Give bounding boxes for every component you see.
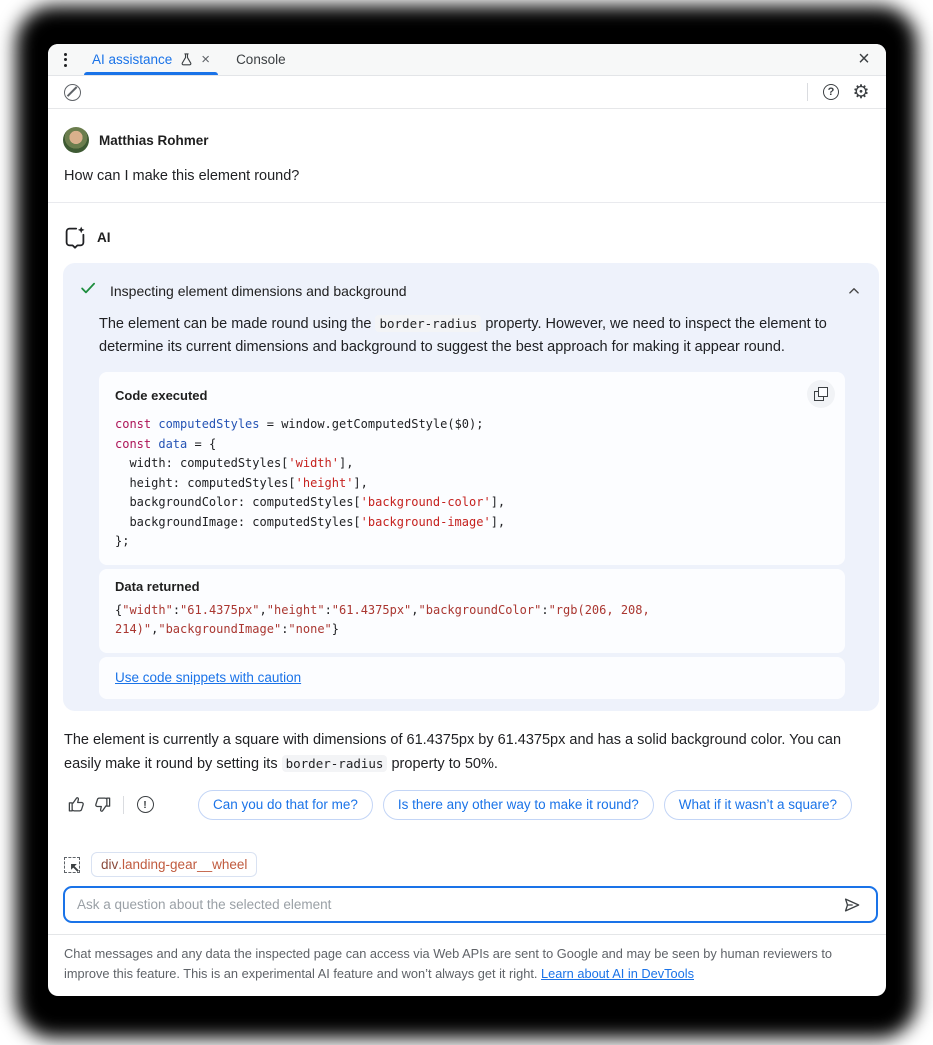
step-text-before: The element can be made round using the	[99, 316, 376, 332]
code-card-header	[115, 382, 829, 408]
send-button[interactable]	[838, 891, 866, 919]
block-icon	[64, 84, 81, 101]
caution-card	[99, 657, 845, 699]
help-icon	[823, 84, 839, 100]
code-line: backgroundColor: computedStyles['background-color'],	[115, 495, 506, 509]
copy-code-button[interactable]	[807, 380, 835, 408]
toolbar-divider	[807, 83, 808, 101]
experiment-flask-icon	[179, 52, 194, 67]
code-line: {"width":"61.4375px","height":"61.4375px","backgroundColor":"rgb(206, 208, 214)","backgroundImage":"none"}	[115, 602, 657, 636]
selector-class: .landing-gear__wheel	[118, 857, 248, 873]
ai-sparkle-icon	[63, 225, 87, 249]
inline-code: border-radius	[375, 315, 481, 332]
tab-console[interactable]	[220, 44, 302, 75]
data-card-title: Data returned	[115, 578, 200, 594]
feedback-row	[63, 789, 879, 821]
ai-label: AI	[97, 229, 111, 245]
feedback-divider	[123, 796, 124, 814]
tab-label: Console	[236, 52, 286, 67]
step-body	[63, 306, 879, 699]
avatar	[63, 127, 89, 153]
tab-label: AI assistance	[92, 52, 173, 67]
inspect-element-icon[interactable]	[64, 857, 80, 873]
code-line: const data = {	[115, 436, 217, 451]
help-glyph: ?	[827, 86, 835, 98]
data-card-header	[115, 579, 829, 594]
message-divider	[48, 202, 886, 203]
code-line: height: computedStyles['height'],	[115, 475, 368, 490]
code-executed-card	[99, 372, 845, 565]
composer	[48, 844, 886, 934]
report-glyph: !	[143, 798, 147, 811]
send-icon	[842, 895, 862, 915]
tab-close-button[interactable]: ×	[201, 51, 211, 68]
tab-bar	[48, 44, 886, 76]
chat-area	[48, 109, 886, 844]
thumbs-down-button[interactable]	[89, 792, 115, 818]
settings-button[interactable]	[846, 78, 876, 106]
suggestion-chip[interactable]: Is there any other way to make it round?	[383, 790, 654, 820]
kebab-icon	[64, 53, 67, 67]
answer-after: property to 50%.	[387, 755, 498, 772]
caution-link[interactable]: Use code snippets with caution	[115, 669, 302, 685]
active-tab-indicator	[84, 72, 218, 75]
ai-message-header	[63, 225, 879, 249]
step-text-after: property. However, we need to inspect the element to determine its current dimensions and background to suggest the best approach for making it appear round.	[99, 316, 827, 355]
data-returned-block	[115, 601, 829, 640]
ai-answer	[64, 729, 878, 776]
suggestion-chip[interactable]: What if it wasn’t a square?	[664, 790, 852, 820]
answer-before: The element is currently a square with dimensions of 61.4375px by 61.4375px and has a solid background color. You can easily make it round by setting its	[64, 731, 842, 772]
disclaimer	[48, 934, 886, 996]
user-question: How can I make this element round?	[64, 168, 300, 184]
code-line: width: computedStyles['width'],	[115, 456, 354, 470]
suggestion-chips	[198, 790, 886, 820]
report-button[interactable]	[132, 792, 158, 818]
report-icon	[137, 796, 154, 813]
selected-element-chip[interactable]	[91, 852, 257, 877]
prompt-input[interactable]	[77, 897, 838, 912]
step-description	[99, 312, 845, 359]
chevron-up-icon[interactable]	[845, 282, 863, 300]
suggestion-chip[interactable]: Can you do that for me?	[198, 790, 373, 820]
disclaimer-text: Chat messages and any data the inspected page can access via Web APIs are sent to Google and may be seen by human reviewers to improve this feature. This is an experimental AI feature and won’t always get it right.	[64, 946, 833, 982]
thumbs-down-icon	[93, 795, 112, 814]
check-icon	[79, 279, 97, 302]
tab-ai-assistance[interactable]	[82, 44, 220, 75]
thumbs-up-icon	[67, 795, 86, 814]
thumbs-up-button[interactable]	[63, 792, 89, 818]
step-title: Inspecting element dimensions and background	[110, 282, 407, 299]
code-block	[115, 415, 829, 552]
data-returned-card	[99, 569, 845, 653]
code-line: backgroundImage: computedStyles['background-image'],	[115, 514, 506, 529]
close-panel-button[interactable]: ×	[842, 44, 886, 75]
clear-chat-button[interactable]	[57, 78, 87, 106]
code-line: };	[115, 534, 130, 548]
gear-icon: ⚙	[852, 81, 870, 103]
code-line: const computedStyles = window.getComputedStyle($0);	[115, 417, 484, 431]
learn-more-link[interactable]: Learn about AI in DevTools	[541, 966, 694, 982]
context-row	[64, 852, 878, 877]
user-message-header	[63, 127, 879, 153]
more-menu-button[interactable]	[48, 44, 82, 75]
toolbar	[48, 76, 886, 109]
inline-code: border-radius	[282, 755, 388, 772]
ai-response-panel	[63, 263, 879, 711]
copy-icon	[814, 387, 828, 401]
devtools-window	[48, 44, 886, 996]
user-name: Matthias Rohmer	[99, 132, 209, 148]
help-button[interactable]	[816, 78, 846, 106]
code-card-title: Code executed	[115, 387, 208, 403]
prompt-input-wrap	[63, 886, 878, 923]
step-header[interactable]	[63, 271, 879, 306]
selector-tag: div	[101, 857, 119, 873]
